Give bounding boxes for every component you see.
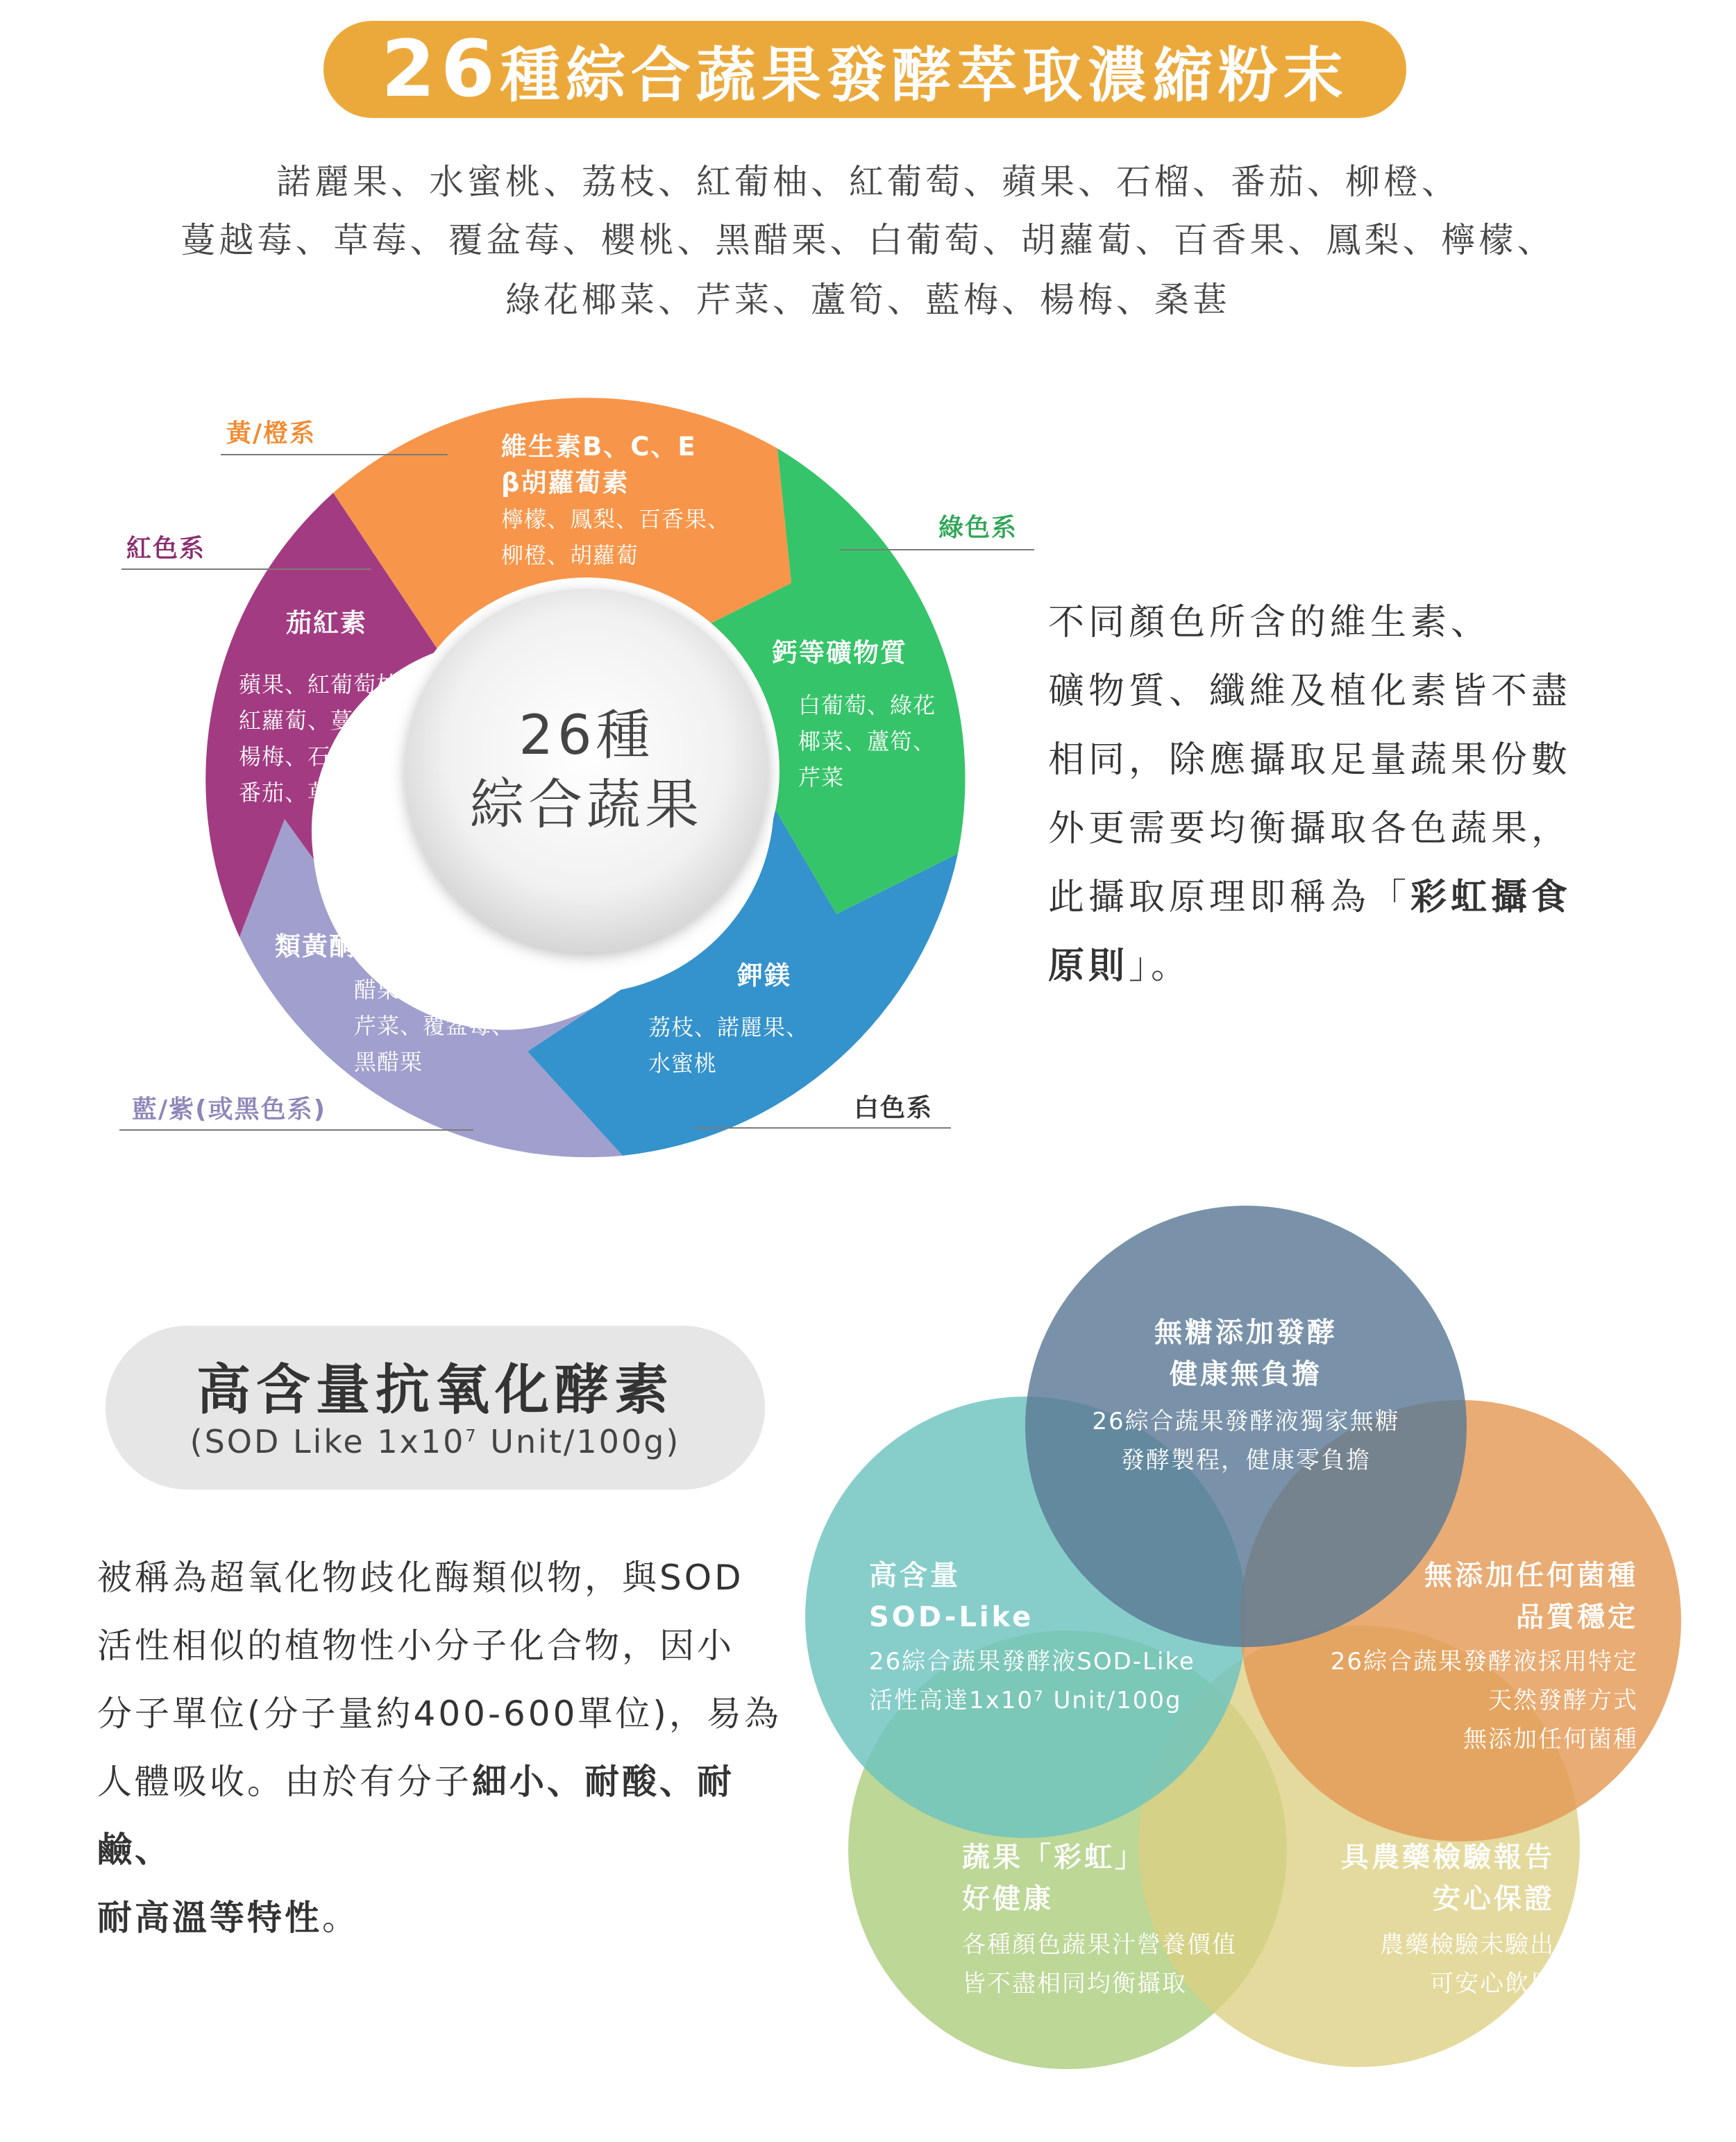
- rainbow-desc-line-4: 外更需要均衡攝取各色蔬果，: [1048, 808, 1572, 850]
- sod-desc-line-5: 耐高溫等特性。: [97, 1898, 360, 1938]
- title-text: 種綜合蔬果發酵萃取濃縮粉末: [500, 41, 1349, 110]
- venn-bottom-left-line-2: 皆不盡相同均衡攝取: [962, 1970, 1187, 1998]
- fruit-list-line-3: 綠花椰菜、芹菜、蘆筍、藍梅、楊梅、桑葚: [505, 280, 1231, 320]
- venn-left-title-2: SOD-Like: [869, 1601, 1034, 1633]
- segment-green-content: [798, 687, 936, 795]
- rainbow-desc-line-5: 此攝取原理即稱為「彩虹攝食: [1048, 877, 1572, 918]
- venn-bottom-right-title-2: 安心保證: [1433, 1883, 1555, 1915]
- venn-left-text: [869, 1555, 1195, 1720]
- segment-orange-title-1: 維生素B、C、E: [501, 432, 697, 462]
- category-label-white: 白色系: [854, 1094, 934, 1122]
- segment-purple-title: 茄紅素: [286, 608, 367, 638]
- venn-top-line-2: 發酵製程，健康零負擔: [1121, 1447, 1371, 1474]
- venn-right-title-1: 無添加任何菌種: [1424, 1560, 1638, 1592]
- venn-top-text: [1038, 1312, 1454, 1480]
- segment-orange-content: [501, 429, 730, 573]
- segment-orange-line-2: 柳橙、胡蘿蔔: [501, 542, 639, 568]
- venn-bottom-left-title-2: 好健康: [962, 1883, 1054, 1915]
- venn-left-line-1: 26綜合蔬果發酵液SOD-Like: [869, 1648, 1195, 1676]
- sod-title: 高含量抗氧化酵素: [196, 1359, 674, 1422]
- segment-orange-line-1: 檸檬、鳳梨、百香果、: [501, 506, 731, 532]
- venn-right-title-2: 品質穩定: [1516, 1601, 1638, 1633]
- segment-green-line-1: 白葡萄、綠花: [798, 692, 936, 718]
- segment-lavender-content: [354, 972, 560, 1080]
- fruit-list-line-1: 諾麗果、水蜜桃、荔枝、紅葡柚、紅葡萄、蘋果、石榴、番茄、柳橙、: [276, 162, 1460, 202]
- category-label-blue: 藍/紫(或黑色系): [132, 1095, 327, 1124]
- venn-bottom-right-line-2: 可安心飲用: [1430, 1970, 1555, 1998]
- venn-right-line-3: 無添加任何菌種: [1463, 1726, 1638, 1753]
- segment-green-line-3: 芹菜: [798, 764, 845, 791]
- venn-top-line-1: 26綜合蔬果發酵液獨家無糖: [1092, 1408, 1400, 1435]
- rainbow-desc-line-1: 不同顏色所含的維生素、: [1048, 602, 1492, 643]
- segment-purple-content: [239, 666, 399, 811]
- rainbow-desc-line-2: 礦物質、纖維及植化素皆不盡: [1048, 671, 1572, 712]
- sod-desc-line-1: 被稱為超氧化物歧化酶類似物，與SOD: [97, 1558, 744, 1598]
- venn-top-title-2: 健康無負擔: [1170, 1358, 1322, 1390]
- fruit-list-line-2: 蔓越莓、草莓、覆盆莓、櫻桃、黑醋栗、白葡萄、胡蘿蔔、百香果、鳳梨、檸檬、: [180, 220, 1556, 260]
- category-label-yellow: 黃/橙系: [226, 419, 317, 448]
- segment-purple-line-2: 紅蘿蔔、蔓越莓: [239, 707, 400, 734]
- venn-bottom-right-title-1: 具農藥檢驗報告: [1341, 1841, 1555, 1873]
- wheel-center-text: [413, 701, 760, 840]
- venn-left-title-1: 高含量: [869, 1560, 961, 1592]
- segment-green-title: 鈣等礦物質: [772, 638, 907, 668]
- segment-blue-line-1: 荔枝、諾麗果、: [648, 1014, 809, 1040]
- wheel-center-line-1: 26種: [519, 705, 655, 767]
- venn-right-text: [1222, 1555, 1638, 1759]
- venn-right-line-1: 26綜合蔬果發酵液採用特定: [1330, 1648, 1638, 1676]
- sod-subtitle: (SOD Like $1x10^7$ Unit/100g): [189, 1423, 681, 1460]
- venn-bottom-right-text: [1138, 1837, 1555, 2003]
- segment-purple-line-1: 蘋果、紅葡萄柚: [239, 671, 400, 698]
- rainbow-description: [1048, 589, 1624, 1001]
- segment-green-line-2: 椰菜、蘆筍、: [798, 728, 936, 754]
- segment-purple-line-4: 番茄、草莓: [239, 779, 354, 806]
- venn-bottom-right-line-1: 農藥檢驗未驗出: [1380, 1931, 1555, 1959]
- sod-desc-line-4: 人體吸收。由於有分子細小、耐酸、耐鹼、: [97, 1762, 734, 1870]
- segment-orange-title-2: β胡蘿蔔素: [501, 468, 630, 498]
- segment-lavender-line-3: 黑醋栗: [354, 1049, 423, 1075]
- venn-bottom-left-title-1: 蔬果「彩虹」: [962, 1841, 1145, 1873]
- category-label-green: 綠色系: [938, 514, 1018, 542]
- rainbow-desc-line-3: 相同，除應攝取足量蔬果份數: [1048, 739, 1572, 781]
- venn-right-line-2: 天然發酵方式: [1488, 1687, 1638, 1714]
- rainbow-rule-bold: 彩虹攝食: [1410, 877, 1572, 918]
- venn-bottom-left-line-1: 各種顏色蔬果汁營養價值: [962, 1931, 1237, 1959]
- segment-blue-content: [648, 1009, 809, 1081]
- segment-blue-title: 鉀鎂: [737, 961, 791, 990]
- sod-desc-line-3: 分子單位(分子量約400-600單位)，易為: [97, 1694, 782, 1734]
- segment-blue-line-2: 水蜜桃: [648, 1050, 718, 1077]
- category-label-red: 紅色系: [126, 534, 206, 563]
- wheel-center-line-2: 綜合蔬果: [469, 774, 703, 836]
- segment-lavender-line-1: 醋栗、藍莓、桑葚、: [354, 977, 561, 1003]
- segment-lavender-title: 類黃酮 花青素: [275, 931, 448, 961]
- sod-desc-line-2: 活性相似的植物性小分子化合物，因小: [97, 1626, 734, 1666]
- segment-lavender-line-2: 芹菜、覆盆莓、: [354, 1013, 515, 1039]
- rainbow-desc-line-6: 原則」。: [1048, 945, 1192, 987]
- segment-purple-line-3: 楊梅、石榴: [239, 743, 354, 770]
- venn-left-line-2: 活性高達1x10⁷ Unit/100g: [869, 1687, 1182, 1714]
- venn-top-title-1: 無糖添加發酵: [1154, 1317, 1338, 1349]
- title-number: 26: [381, 24, 500, 115]
